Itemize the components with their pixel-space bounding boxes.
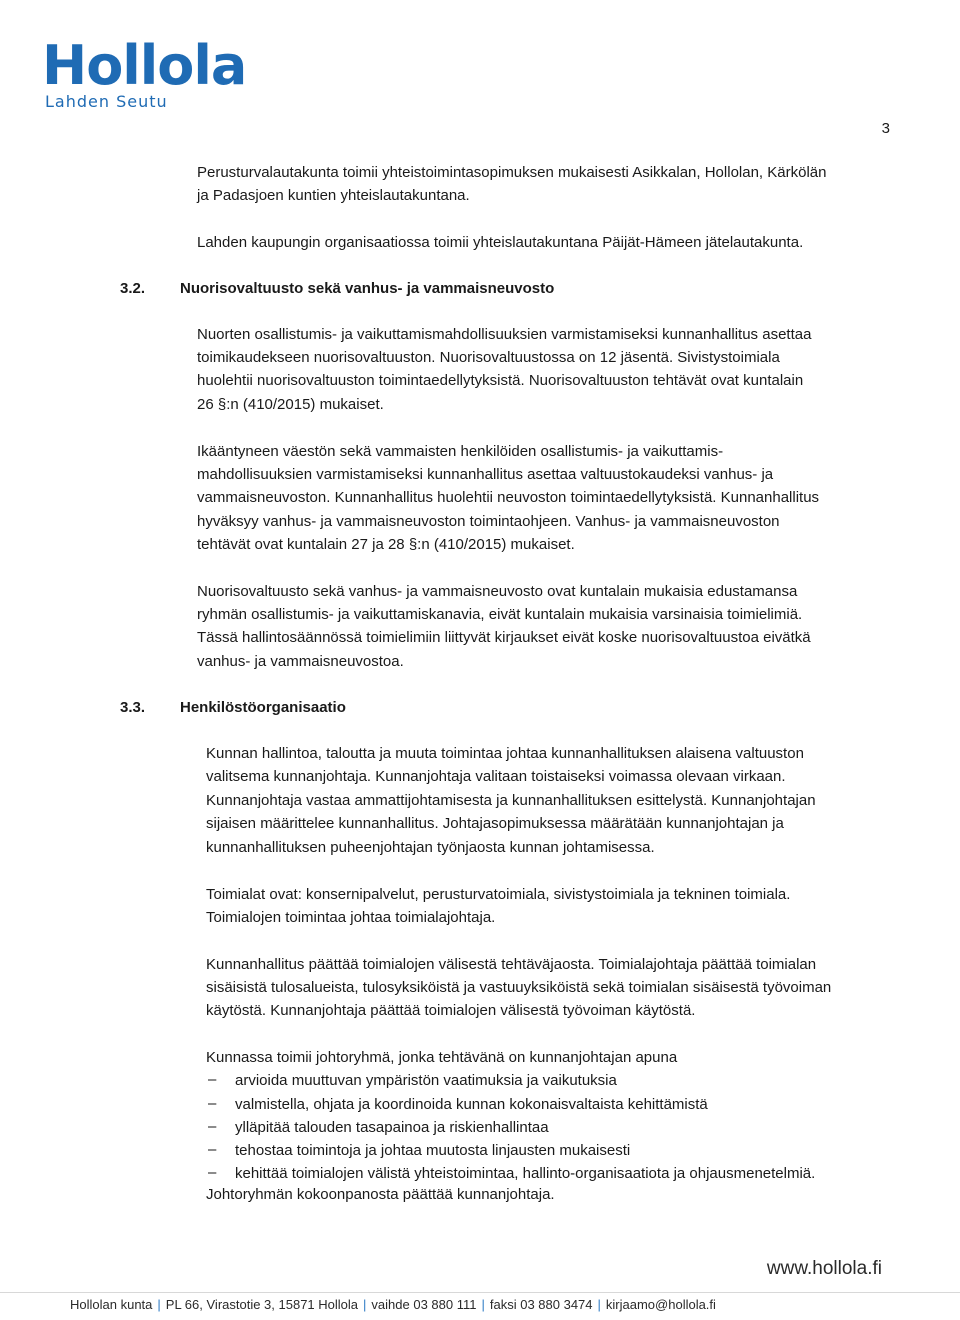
- paragraph-line: Nuorten osallistumis- ja vaikuttamismahdollisuuksien varmistamiseksi kunnanhallitus asettaa: [197, 326, 812, 343]
- paragraph-line: Kunnan hallintoa, taloutta ja muuta toimintaa johtaa kunnanhallituksen alaisena valtuuston: [206, 745, 804, 762]
- hollola-logo: [42, 34, 247, 111]
- paragraph-line: valitsema kunnanjohtaja. Kunnanjohtaja valitaan toistaiseksi voimassa olevaan virkaan.: [206, 768, 786, 785]
- list-item: ylläpitää talouden tasapainoa ja riskienhallintaa: [235, 1119, 549, 1136]
- footer-divider: [0, 1292, 960, 1293]
- dash-bullet-icon: –: [208, 1095, 217, 1112]
- paragraph-line: mahdollisuuksien varmistamiseksi kunnanhallitus asettaa valtuustokaudeksi vanhus- ja: [197, 466, 774, 483]
- dash-bullet-icon: –: [208, 1164, 217, 1181]
- paragraph-line: Lahden kaupungin organisaatiossa toimii yhteislautakuntana Päijät-Hämeen jätelautakunta.: [197, 234, 804, 251]
- section-title: Henkilöstöorganisaatio: [180, 699, 346, 716]
- paragraph-line: käytöstä. Kunnanjohtaja päättää toimialojen välisestä työvoiman käytöstä.: [206, 1002, 696, 1019]
- paragraph-line: Kunnanhallitus päättää toimialojen välisestä tehtäväjaosta. Toimialajohtaja päättää toimialan: [206, 956, 817, 973]
- footer-fax: faksi 03 880 3474: [489, 1297, 593, 1312]
- paragraph-line: Toimialojen toimintaa johtaa toimialajohtaja.: [206, 909, 496, 926]
- footer-contact-info: Hollolan kunta | PL 66, Virastotie 3, 15871 Hollola | vaihde 03 880 111 | faksi 03 880 3474 | kirjaamo@hollola.fi: [70, 1297, 716, 1312]
- paragraph-line: Tässä hallintosäännössä toimielimiin liittyvät kirjaukset eivät koske nuorisovaltuustoa eivätkä: [197, 629, 811, 646]
- paragraph-line: kunnanhallituksen puheenjohtajan työnjaosta kunnan johtamisessa.: [206, 839, 655, 856]
- list-item: tehostaa toimintoja ja johtaa muutosta linjausten mukaisesti: [235, 1142, 631, 1159]
- paragraph-line: huolehtii nuorisovaltuuston toimintaedellytyksistä. Nuorisovaltuuston tehtävät ovat kuntalain: [197, 372, 804, 389]
- section-heading-3-3: [120, 699, 346, 716]
- list-item: valmistella, ohjata ja koordinoida kunnan kokonaisvaltaista kehittämistä: [235, 1096, 708, 1113]
- paragraph-line: 26 §:n (410/2015) mukaiset.: [197, 396, 384, 413]
- footer-address: PL 66, Virastotie 3, 15871 Hollola: [165, 1297, 359, 1312]
- paragraph-line: tehtävät ovat kuntalain 27 ja 28 §:n (410/2015) mukaiset.: [197, 536, 575, 553]
- section-title: Nuorisovaltuusto sekä vanhus- ja vammaisneuvosto: [180, 280, 555, 297]
- dash-bullet-icon: –: [208, 1118, 217, 1135]
- paragraph-line: Ikääntyneen väestön sekä vammaisten henkilöiden osallistumis- ja vaikuttamis-: [197, 443, 724, 460]
- paragraph-line: sijaisen määrittelee kunnanhallitus. Johtajasopimuksessa määrätään kunnanjohtajan ja: [206, 815, 784, 832]
- list-item: arvioida muuttuvan ympäristön vaatimuksia ja vaikutuksia: [235, 1072, 617, 1089]
- paragraph-line: vammaisneuvoston. Kunnanhallitus huolehtii neuvoston toimintaedellytyksistä. Kunnanhallitus: [197, 489, 820, 506]
- footer-phone: vaihde 03 880 111: [371, 1297, 477, 1312]
- logo-wordmark: Hollola: [42, 34, 247, 97]
- paragraph-line: vanhus- ja vammaisneuvostoa.: [197, 653, 404, 670]
- paragraph-line: ryhmän osallistumis- ja vaikuttamiskanavia, eivät kuntalain mukaisia varsinaisia toimielimiä.: [197, 606, 803, 623]
- paragraph-line: Johtoryhmän kokoonpanosta päättää kunnanjohtaja.: [206, 1186, 555, 1203]
- section-number: 3.3.: [120, 699, 146, 716]
- page-number: 3: [881, 120, 890, 137]
- paragraph-line: Toimialat ovat: konsernipalvelut, perusturvatoimiala, sivistystoimiala ja tekninen toimiala.: [206, 886, 791, 903]
- paragraph-line: Nuorisovaltuusto sekä vanhus- ja vammaisneuvosto ovat kuntalain mukaisia edustamansa: [197, 583, 798, 600]
- list-item: kehittää toimialojen välistä yhteistoimintaa, hallinto-organisaatiota ja ohjausmenetelmiä.: [235, 1165, 816, 1182]
- paragraph-line: toimikaudekseen nuorisovaltuuston. Nuorisovaltuustossa on 12 jäsentä. Sivistystoimiala: [197, 349, 780, 366]
- paragraph-line: sisäisistä tulosalueista, tulosyksiköistä ja vastuuyksiköistä sekä toimialan sisäisestä työvoiman: [206, 979, 832, 996]
- section-heading-3-2: [120, 280, 554, 297]
- footer-website-link[interactable]: www.hollola.fi: [766, 1258, 882, 1279]
- paragraph-line: Kunnanjohtaja vastaa ammattijohtamisesta ja kunnanhallituksen esittelystä. Kunnanjohtajan: [206, 792, 816, 809]
- dash-bullet-icon: –: [208, 1071, 217, 1088]
- paragraph-line: Perusturvalautakunta toimii yhteistoimintasopimuksen mukaisesti Asikkalan, Hollolan, Kärkölän: [197, 164, 827, 181]
- paragraph-line: hyväksyy vanhus- ja vammaisneuvoston toimintaohjeen. Vanhus- ja vammaisneuvoston: [197, 513, 780, 530]
- paragraph-line: ja Padasjoen kuntien yhteislautakuntana.: [197, 187, 470, 204]
- footer-org-name: Hollolan kunta: [70, 1297, 153, 1312]
- paragraph-line: Kunnassa toimii johtoryhmä, jonka tehtävänä on kunnanjohtajan apuna: [206, 1049, 678, 1066]
- footer-email-link[interactable]: kirjaamo@hollola.fi: [605, 1297, 716, 1312]
- logo-subtitle: Lahden Seutu: [45, 92, 168, 111]
- section-number: 3.2.: [120, 280, 146, 297]
- dash-bullet-icon: –: [208, 1141, 217, 1158]
